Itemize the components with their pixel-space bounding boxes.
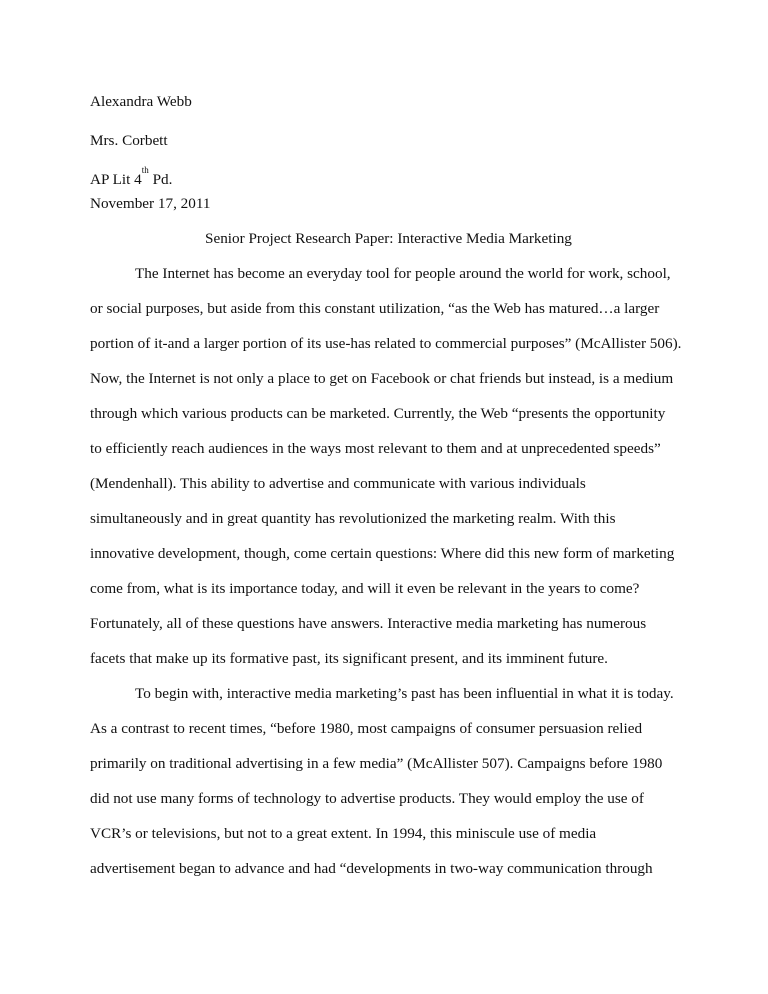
body-line: portion of it-and a larger portion of its use-has related to commercial purposes” (McAllister 506). xyxy=(90,335,682,352)
body-line: innovative development, though, come certain questions: Where did this new form of marketing xyxy=(90,545,675,562)
body-line: through which various products can be marketed. Currently, the Web “presents the opportunity xyxy=(90,405,666,422)
body-line: primarily on traditional advertising in a few media” (McAllister 507). Campaigns before 1980 xyxy=(90,755,663,772)
class-superscript: th xyxy=(141,164,149,175)
class-period xyxy=(90,164,173,190)
body-line: come from, what is its importance today, and will it even be relevant in the years to come? xyxy=(90,580,640,597)
body-line: or social purposes, but aside from this constant utilization, “as the Web has matured…a larger xyxy=(90,300,660,317)
class-suffix: Pd. xyxy=(148,171,173,188)
body-line: advertisement began to advance and had “developments in two-way communication through xyxy=(90,860,653,877)
body-line: simultaneously and in great quantity has revolutionized the marketing realm. With this xyxy=(90,510,616,527)
body-line: Fortunately, all of these questions have answers. Interactive media marketing has numerous xyxy=(90,615,647,632)
body-line: to efficiently reach audiences in the ways most relevant to them and at unprecedented speeds” xyxy=(90,440,661,457)
author-name: Alexandra Webb xyxy=(90,93,192,110)
body-line: (Mendenhall). This ability to advertise and communicate with various individuals xyxy=(90,475,586,492)
teacher-name: Mrs. Corbett xyxy=(90,132,168,149)
paper-title: Senior Project Research Paper: Interactive Media Marketing xyxy=(205,230,572,247)
class-prefix: AP Lit 4 xyxy=(90,171,142,188)
body-line: facets that make up its formative past, its significant present, and its imminent future. xyxy=(90,650,608,667)
body-line: As a contrast to recent times, “before 1980, most campaigns of consumer persuasion relied xyxy=(90,720,643,737)
body-line: VCR’s or televisions, but not to a great extent. In 1994, this miniscule use of media xyxy=(90,825,597,842)
body-line: did not use many forms of technology to advertise products. They would employ the use of xyxy=(90,790,644,807)
body-line: To begin with, interactive media marketing’s past has been influential in what it is today. xyxy=(135,685,674,702)
body-line: The Internet has become an everyday tool for people around the world for work, school, xyxy=(135,265,671,282)
date: November 17, 2011 xyxy=(90,195,211,212)
body-line: Now, the Internet is not only a place to get on Facebook or chat friends but instead, is a medium xyxy=(90,370,674,387)
